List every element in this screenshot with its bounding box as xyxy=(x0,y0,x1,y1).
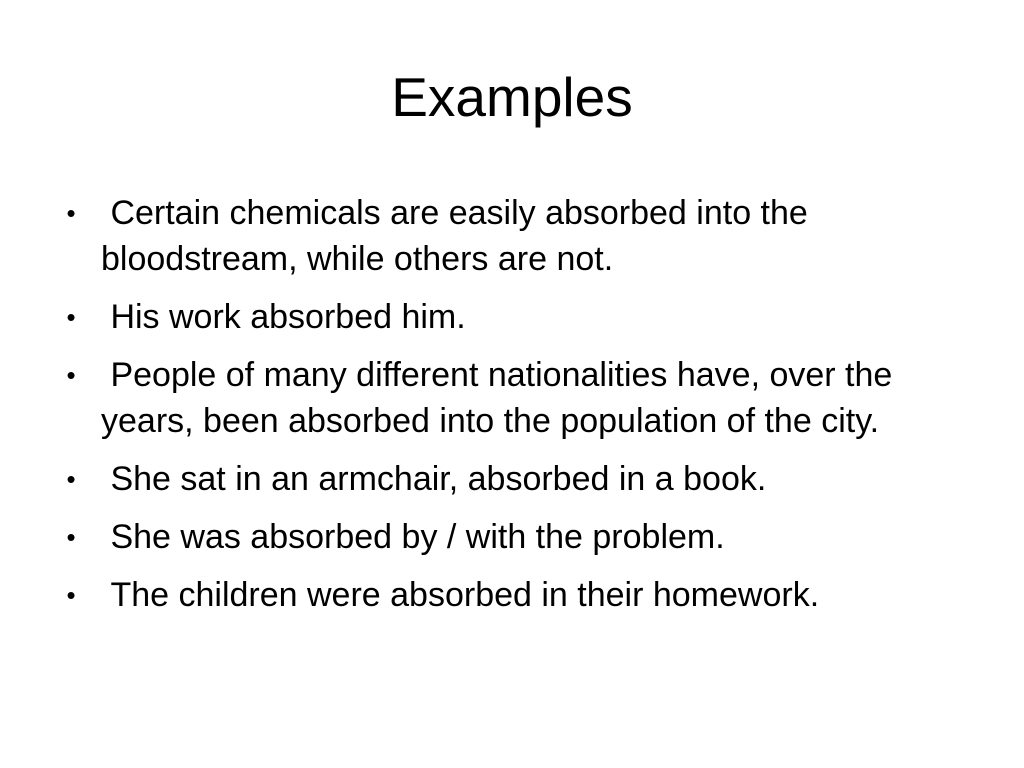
bullet-icon: • xyxy=(66,580,76,610)
bullet-list xyxy=(56,190,976,630)
bullet-icon: • xyxy=(66,464,76,494)
list-item xyxy=(56,294,976,340)
bullet-icon: • xyxy=(66,360,76,390)
bullet-text: His work absorbed him. xyxy=(101,298,466,336)
bullet-text: She was absorbed by / with the problem. xyxy=(101,518,725,556)
bullet-text: People of many different nationalities have, over the years, been absorbed into the population of the city. xyxy=(101,356,902,440)
list-item xyxy=(56,190,976,282)
bullet-icon: • xyxy=(66,302,76,332)
bullet-text: Certain chemicals are easily absorbed into the bloodstream, while others are not. xyxy=(101,194,818,278)
list-item xyxy=(56,352,976,444)
bullet-text: The children were absorbed in their homework. xyxy=(101,576,820,614)
list-item xyxy=(56,572,976,618)
list-item xyxy=(56,456,976,502)
slide-title: Examples xyxy=(391,66,633,128)
bullet-icon: • xyxy=(66,198,76,228)
bullet-text: She sat in an armchair, absorbed in a book. xyxy=(101,460,767,498)
bullet-icon: • xyxy=(66,522,76,552)
list-item xyxy=(56,514,976,560)
